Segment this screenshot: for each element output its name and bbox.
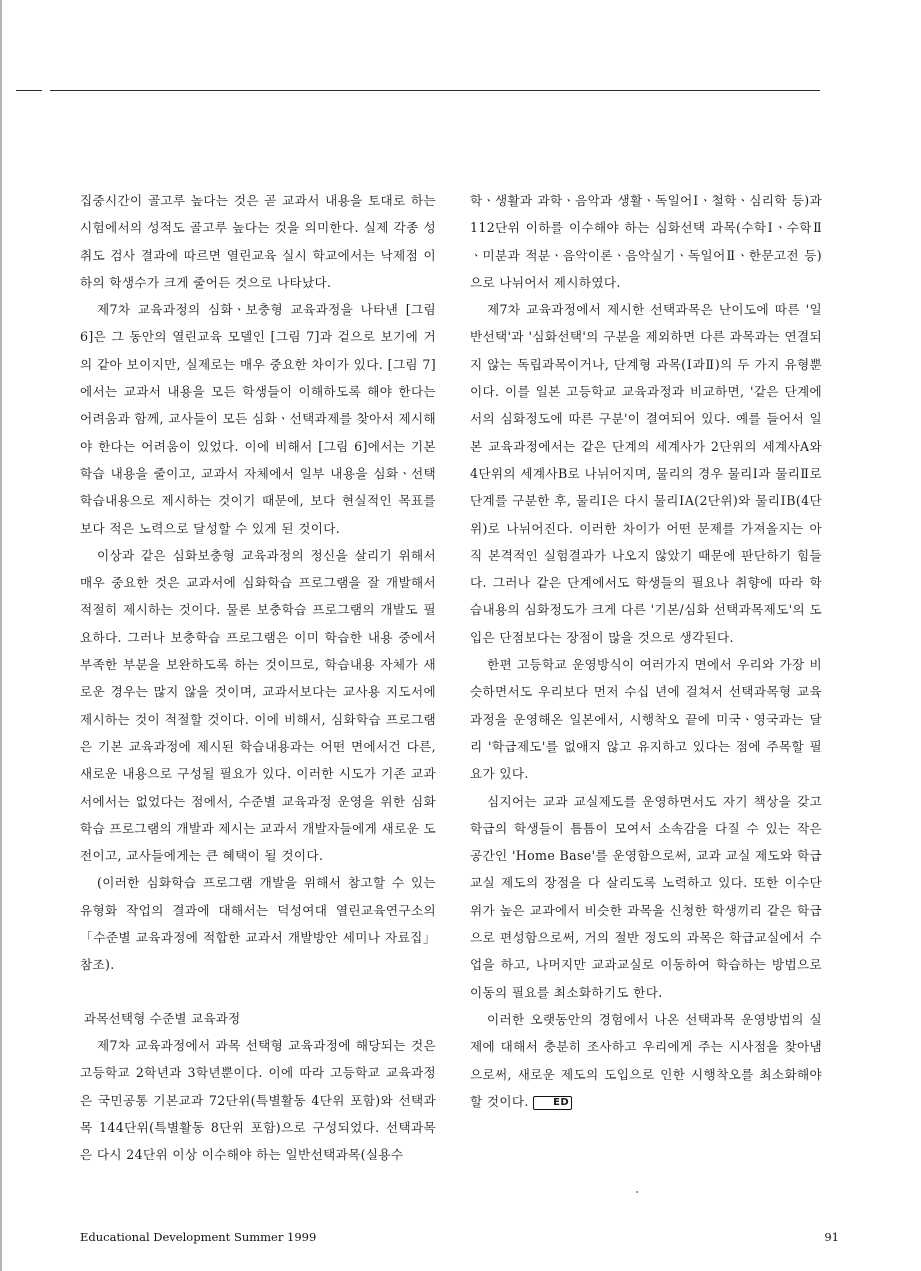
end-mark-icon: ED bbox=[533, 1096, 572, 1110]
paragraph bbox=[470, 1006, 822, 1115]
paragraph: 이상과 같은 심화보충형 교육과정의 정신을 살리기 위해서 매우 중요한 것은 교과서에 심화학습 프로그램을 잘 개발해서 적절히 제시하는 것이다. 물론 보충학습 프로그램의 개발도 필요하다. 그러나 보충학습 프로그램은 이미 학습한 내용 중에서 부족한 부분을 보완하도록 하는 것이므로, 학습내용 자체가 새로운 경우는 많지 않을 것이며, 교과서보다는 교사용 지도서에 제시하는 것이 적절할 것이다. 이에 비해서, 심화학습 프로그램은 기본 교육과정에 제시된 학습내용과는 어떤 면에서건 다른, 새로운 내용으로 구성될 필요가 있다. 이러한 시도가 기존 교과서에서는 없었다는 점에서, 수준별 교육과정 운영을 위한 심화학습 프로그램의 개발과 제시는 교과서 개발자들에게 새로운 도전이고, 교사들에게는 큰 혜택이 될 것이다. bbox=[80, 547, 436, 864]
paragraph: 한편 고등학교 운영방식이 여러가지 면에서 우리와 가장 비슷하면서도 우리보다 먼저 수십 년에 걸쳐서 선택과목형 교육과정을 운영해온 일본에서, 시행착오 끝에 미국ㆍ영국과는 달리 '학급제도'를 없애지 않고 유지하고 있다는 점에 주목할 필요가 있다. bbox=[470, 657, 822, 782]
paragraph: 집중시간이 골고루 높다는 것은 곧 교과서 내용을 토대로 하는 시험에서의 성적도 골고루 높다는 것을 의미한다. 실제 각종 성취도 검사 결과에 따르면 열린교육 실시 학교에서는 낙제점 이하의 학생수가 크게 줄어든 것으로 나타났다. bbox=[80, 193, 436, 290]
paragraph: 심지어는 교과 교실제도를 운영하면서도 자기 책상을 갖고 학급의 학생들이 틈틈이 모여서 소속감을 다질 수 있는 작은 공간인 'Home Base'를 운영함으로써, 교과 교실 제도와 학급 교실 제도의 장점을 다 살리도록 노력하고 있다. 또한 이수단위가 높은 교과에서 비슷한 과목을 신청한 학생끼리 같은 학급으로 편성함으로써, 거의 절반 정도의 과목은 학급교실에서 수업을 하고, 나머지만 교과교실로 이동하여 학습하는 방법으로 이동의 필요를 최소화하기도 한다. bbox=[470, 793, 822, 1000]
page-number: 91 bbox=[824, 1230, 839, 1244]
left-column bbox=[80, 187, 436, 1168]
paragraph: 학ㆍ생활과 과학ㆍ음악과 생활ㆍ독일어Ⅰㆍ철학ㆍ심리학 등)과 112단위 이하를 이수해야 하는 심화선택 과목(수학Ⅰㆍ수학Ⅱㆍ미분과 적분ㆍ음악이론ㆍ음악실기ㆍ독일어Ⅱㆍ한문고전 등)으로 나뉘어서 제시하였다. bbox=[470, 193, 822, 290]
paragraph: (이러한 심화학습 프로그램 개발을 위해서 참고할 수 있는 유형화 작업의 결과에 대해서는 덕성여대 열린교육연구소의 「수준별 교육과정에 적합한 교과서 개발방안 세미나 자료집」 참조). bbox=[80, 875, 436, 973]
paragraph: 제7차 교육과정에서 과목 선택형 교육과정에 해당되는 것은 고등학교 2학년과 3학년뿐이다. 이에 따라 고등학교 교육과정은 국민공통 기본교과 72단위(특별활동 4단위 포함)와 선택과목 144단위(특별활동 8단위 포함)으로 구성되었다. 선택과목은 다시 24단위 이상 이수해야 하는 일반선택과목(실용수 bbox=[80, 1037, 436, 1163]
journal-footer: Educational Development Summer 1999 bbox=[80, 1230, 317, 1244]
scan-speck bbox=[636, 1191, 638, 1193]
paragraph: 제7차 교육과정에서 제시한 선택과목은 난이도에 따른 '일반선택'과 '심화선택'의 구분을 제외하면 다른 과목과는 연결되지 않는 독립과목이거나, 단계형 과목(Ⅰ과Ⅱ)의 두 가지 유형뿐이다. 이를 일본 고등학교 교육과정과 비교하면, '같은 단계에서의 심화정도에 따른 구분'이 결여되어 있다. 예를 들어서 일본 교육과정에서는 같은 단계의 세계사가 2단위의 세계사A와 4단위의 세계사B로 나뉘어지며, 물리의 경우 물리Ⅰ과 물리Ⅱ로 단계를 구분한 후, 물리Ⅰ은 다시 물리ⅠA(2단위)와 물리ⅠB(4단위)로 나뉘어진다. 이러한 차이가 어떤 문제를 가져올지는 아직 본격적인 실험결과가 나오지 않았기 때문에 판단하기 힘들다. 그러나 같은 단계에서도 학생들의 필요나 취향에 따라 학습내용의 심화정도가 크게 다른 '기본/심화 선택과목제도'의 도입은 단점보다는 장점이 많을 것으로 생각된다. bbox=[470, 302, 822, 645]
section-heading: 과목선택형 수준별 교육과정 bbox=[84, 1010, 241, 1026]
header-rule-short bbox=[16, 90, 42, 91]
scan-edge-line bbox=[0, 0, 2, 1271]
paragraph-text: 이러한 오랫동안의 경험에서 나온 선택과목 운영방법의 실제에 대해서 충분히 조사하고 우리에게 주는 시사점을 찾아냄으로써, 새로운 제도의 도입으로 인한 시행착오를 최소화해야 할 것이다. bbox=[470, 1011, 822, 1109]
header-rule bbox=[50, 90, 820, 91]
right-column bbox=[470, 187, 822, 1115]
paragraph: 제7차 교육과정의 심화ㆍ보충형 교육과정을 나타낸 [그림 6]은 그 동안의 열린교육 모델인 [그림 7]과 겉으로 보기에 거의 같아 보이지만, 실제로는 매우 중요한 차이가 있다. [그림 7]에서는 교과서 내용을 모든 학생들이 이해하도록 해야 한다는 어려움과 함께, 교사들이 모든 심화ㆍ선택과제를 찾아서 제시해야 한다는 어려움이 있었다. 이에 비해서 [그림 6]에서는 기본학습 내용을 줄이고, 교과서 자체에서 일부 내용을 심화ㆍ선택 학습내용으로 제시하는 것이기 때문에, 보다 현실적인 목표를 보다 적은 노력으로 달성할 수 있게 된 것이다. bbox=[80, 302, 436, 536]
